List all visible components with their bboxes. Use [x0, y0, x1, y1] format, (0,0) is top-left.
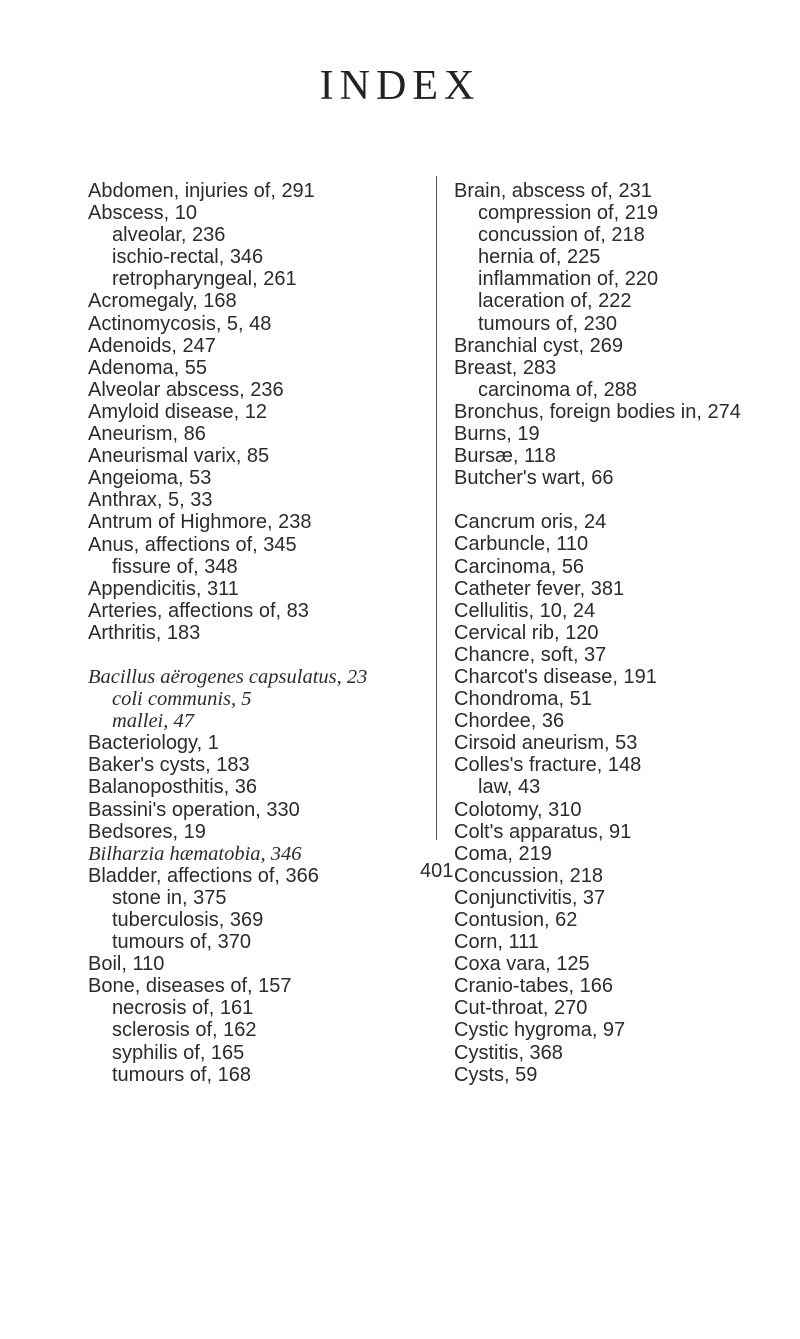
index-entry: Contusion, 62	[454, 909, 578, 931]
index-entry: sclerosis of, 162	[112, 1019, 257, 1042]
index-entry: Conjunctivitis, 37	[454, 886, 606, 909]
index-entry: tumours of, 370	[112, 931, 251, 954]
index-entry: Colles's fracture, 148	[454, 754, 642, 777]
index-entry: Cystitis, 368	[454, 1041, 563, 1064]
index-entry: Bilharzia hæmatobia, 346	[88, 842, 302, 865]
index-entry: Baker's cysts, 183	[88, 754, 250, 777]
index-entry: Appendicitis, 311	[88, 577, 239, 600]
index-entry: Anus, affections of, 345	[88, 533, 297, 556]
index-entry: Bassini's operation, 330	[88, 798, 300, 821]
index-entry: Actinomycosis, 5, 48	[88, 312, 272, 335]
index-entry: Abdomen, injuries of, 291	[88, 180, 315, 202]
index-entry: Aneurismal varix, 85	[88, 445, 270, 468]
index-entry: Aneurism, 86	[88, 423, 206, 446]
index-entry: Catheter fever, 381	[454, 577, 625, 600]
index-entry: tuberculosis, 369	[112, 909, 264, 931]
index-entry: Adenoma, 55	[88, 356, 207, 379]
index-entry: Carcinoma, 56	[454, 555, 585, 578]
page-number: 401	[420, 860, 454, 882]
index-entry: Cranio-tabes, 166	[454, 975, 613, 998]
index-entry: Corn, 111	[454, 931, 539, 954]
index-entry: Abscess, 10	[88, 202, 197, 225]
index-entry: alveolar, 236	[112, 224, 226, 247]
index-entry: Angeioma, 53	[88, 467, 212, 490]
index-entry: Colotomy, 310	[454, 798, 582, 821]
index-entry: Coma, 219	[454, 842, 552, 865]
index-entry: coli communis, 5	[112, 688, 252, 711]
index-entry: Brain, abscess of, 231	[454, 180, 652, 202]
index-entry: Anthrax, 5, 33	[88, 489, 213, 512]
index-entry: Bone, diseases of, 157	[88, 975, 292, 998]
index-entry: Coxa vara, 125	[454, 953, 590, 976]
index-entry: Amyloid disease, 12	[88, 400, 267, 423]
index-entry: Branchial cyst, 269	[454, 334, 623, 357]
index-entry: ischio-rectal, 346	[112, 246, 264, 269]
index-entry: tumours of, 168	[112, 1063, 251, 1086]
index-entry: Charcot's disease, 191	[454, 665, 657, 688]
index-entry: Bacillus aërogenes capsulatus, 23	[88, 665, 368, 688]
index-entry: Cirsoid aneurism, 53	[454, 732, 638, 755]
index-entry: carcinoma of, 288	[478, 378, 637, 401]
index-entry: Butcher's wart, 66	[454, 467, 614, 490]
column-divider	[436, 176, 437, 840]
index-entry: Cystic hygroma, 97	[454, 1019, 626, 1042]
index-entry: Concussion, 218	[454, 864, 603, 887]
index-entry: Cervical rib, 120	[454, 621, 599, 644]
index-entry: stone in, 375	[112, 886, 227, 909]
index-entry: Cellulitis, 10, 24	[454, 599, 596, 622]
index-entry: fissure of, 348	[112, 555, 238, 578]
index-entry: Carbuncle, 110	[454, 533, 589, 556]
index-entry: Bursæ, 118	[454, 445, 556, 468]
index-entry: Cut-throat, 270	[454, 997, 588, 1020]
index-entry: Colt's apparatus, 91	[454, 820, 632, 843]
index-entry: Arteries, affections of, 83	[88, 599, 309, 622]
index-entry: law, 43	[478, 776, 541, 799]
index-entry: Chancre, soft, 37	[454, 643, 607, 666]
index-entry: Bronchus, foreign bodies in, 274	[454, 400, 741, 423]
index-entry: Balanoposthitis, 36	[88, 776, 258, 799]
index-entry: Cysts, 59	[454, 1063, 538, 1086]
index-entry: Boil, 110	[88, 953, 165, 976]
index-entry: concussion of, 218	[478, 224, 645, 247]
index-entry: Breast, 283	[454, 356, 557, 379]
index-entry: Arthritis, 183	[88, 621, 201, 644]
index-entry: Acromegaly, 168	[88, 290, 237, 313]
index-column-right	[442, 180, 800, 1086]
index-entry: Cancrum oris, 24	[454, 511, 607, 534]
index-entry: syphilis of, 165	[112, 1041, 245, 1064]
index-entry: laceration of, 222	[478, 290, 632, 313]
index-entry: Adenoids, 247	[88, 334, 216, 357]
index-column-left	[88, 180, 428, 1086]
page-title: INDEX	[319, 63, 481, 109]
index-entry: Antrum of Highmore, 238	[88, 511, 312, 534]
index-entry: Bladder, affections of, 366	[88, 864, 319, 887]
index-entry: mallei, 47	[112, 710, 194, 733]
index-entry: retropharyngeal, 261	[112, 268, 297, 291]
index-entry: Chordee, 36	[454, 710, 565, 733]
index-entry: Bedsores, 19	[88, 820, 206, 843]
index-entry: Bacteriology, 1	[88, 732, 219, 755]
index-entry: necrosis of, 161	[112, 997, 254, 1020]
index-entry: compression of, 219	[478, 202, 659, 225]
index-entry: Chondroma, 51	[454, 688, 592, 711]
index-entry: Burns, 19	[454, 423, 540, 446]
index-entry: tumours of, 230	[478, 312, 617, 335]
index-entry: inflammation of, 220	[478, 268, 659, 291]
index-entry: hernia of, 225	[478, 246, 601, 269]
index-entry: Alveolar abscess, 236	[88, 378, 284, 401]
